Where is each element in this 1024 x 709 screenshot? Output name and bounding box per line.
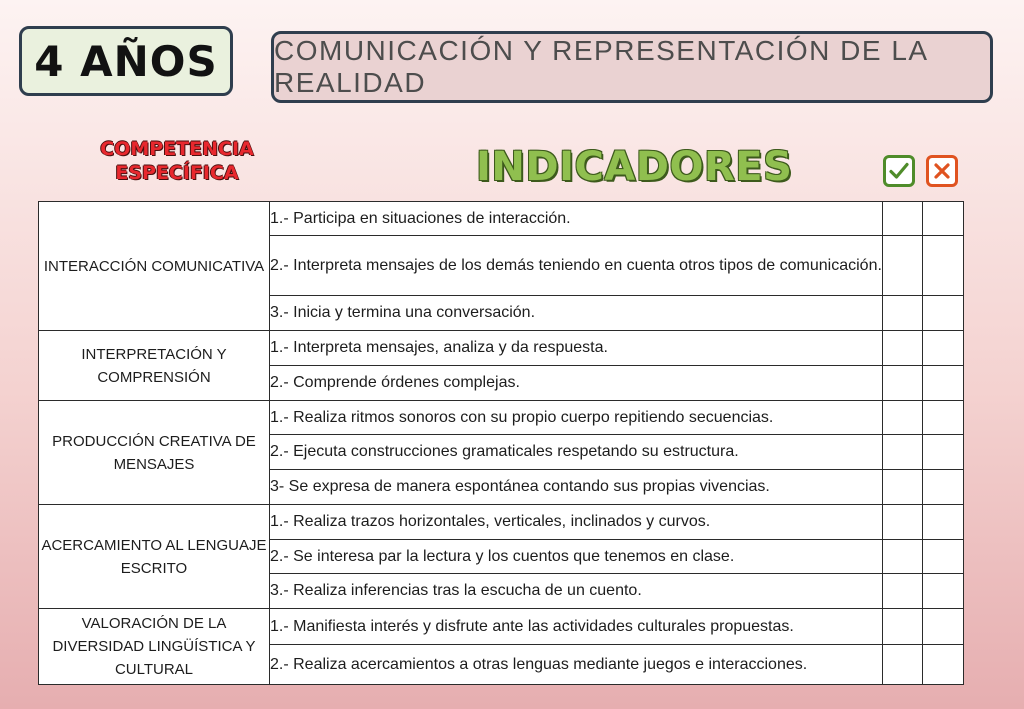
- cross-cell[interactable]: [923, 202, 964, 236]
- check-cell[interactable]: [883, 435, 923, 470]
- indicator-cell: 1.- Manifiesta interés y disfrute ante las actividades culturales propuestas.: [270, 609, 883, 645]
- check-cell[interactable]: [883, 609, 923, 645]
- check-cell[interactable]: [883, 505, 923, 540]
- competencia-header: [92, 137, 262, 185]
- indicator-cell: 1.- Participa en situaciones de interacción.: [270, 202, 883, 236]
- indicator-cell: 2.- Realiza acercamientos a otras lenguas mediante juegos e interacciones.: [270, 645, 883, 685]
- check-cell[interactable]: [883, 366, 923, 401]
- cross-cell[interactable]: [923, 331, 964, 366]
- indicator-cell: 1.- Realiza ritmos sonoros con su propio cuerpo repitiendo secuencias.: [270, 401, 883, 435]
- cross-icon: [926, 155, 958, 187]
- indicator-cell: 2.- Comprende órdenes complejas.: [270, 366, 883, 401]
- indicator-cell: 2.- Interpreta mensajes de los demás teniendo en cuenta otros tipos de comunicación.: [270, 236, 883, 296]
- check-cell[interactable]: [883, 470, 923, 505]
- table-row: [39, 609, 964, 645]
- indicator-cell: 1.- Interpreta mensajes, analiza y da respuesta.: [270, 331, 883, 366]
- area-title: COMUNICACIÓN Y REPRESENTACIÓN DE LA REALIDAD: [271, 31, 993, 103]
- cross-cell[interactable]: [923, 296, 964, 331]
- indicators-table: [38, 201, 964, 685]
- age-label: 4 AÑOS: [19, 26, 233, 96]
- table-row: [39, 505, 964, 540]
- cross-cell[interactable]: [923, 540, 964, 574]
- indicadores-header: INDICADORES: [476, 144, 793, 190]
- cross-cell[interactable]: [923, 435, 964, 470]
- indicator-cell: 1.- Realiza trazos horizontales, verticales, inclinados y curvos.: [270, 505, 883, 540]
- cross-cell[interactable]: [923, 401, 964, 435]
- cross-cell[interactable]: [923, 574, 964, 609]
- cross-cell[interactable]: [923, 236, 964, 296]
- check-cell[interactable]: [883, 202, 923, 236]
- check-cell[interactable]: [883, 401, 923, 435]
- competencia-cell: ACERCAMIENTO AL LENGUAJE ESCRITO: [39, 505, 270, 609]
- cross-cell[interactable]: [923, 609, 964, 645]
- table-row: [39, 202, 964, 236]
- indicator-cell: 2.- Ejecuta construcciones gramaticales respetando su estructura.: [270, 435, 883, 470]
- indicator-cell: 3- Se expresa de manera espontánea contando sus propias vivencias.: [270, 470, 883, 505]
- indicator-cell: 2.- Se interesa par la lectura y los cuentos que tenemos en clase.: [270, 540, 883, 574]
- check-cell[interactable]: [883, 574, 923, 609]
- table-row: [39, 331, 964, 366]
- competencia-cell: INTERACCIÓN COMUNICATIVA: [39, 202, 270, 331]
- cross-cell[interactable]: [923, 470, 964, 505]
- check-cell[interactable]: [883, 540, 923, 574]
- competencia-cell: VALORACIÓN DE LA DIVERSIDAD LINGÜÍSTICA Y CULTURAL: [39, 609, 270, 685]
- check-cell[interactable]: [883, 331, 923, 366]
- check-cell[interactable]: [883, 296, 923, 331]
- indicator-cell: 3.- Inicia y termina una conversación.: [270, 296, 883, 331]
- competencia-cell: INTERPRETACIÓN Y COMPRENSIÓN: [39, 331, 270, 401]
- check-cell[interactable]: [883, 645, 923, 685]
- competencia-header-line: COMPETENCIA: [100, 138, 254, 160]
- cross-cell[interactable]: [923, 366, 964, 401]
- competencia-header-line: ESPECÍFICA: [115, 162, 239, 184]
- check-icon: [883, 155, 915, 187]
- competencia-cell: PRODUCCIÓN CREATIVA DE MENSAJES: [39, 401, 270, 505]
- indicator-cell: 3.- Realiza inferencias tras la escucha de un cuento.: [270, 574, 883, 609]
- cross-cell[interactable]: [923, 505, 964, 540]
- table-row: [39, 401, 964, 435]
- cross-cell[interactable]: [923, 645, 964, 685]
- check-cell[interactable]: [883, 236, 923, 296]
